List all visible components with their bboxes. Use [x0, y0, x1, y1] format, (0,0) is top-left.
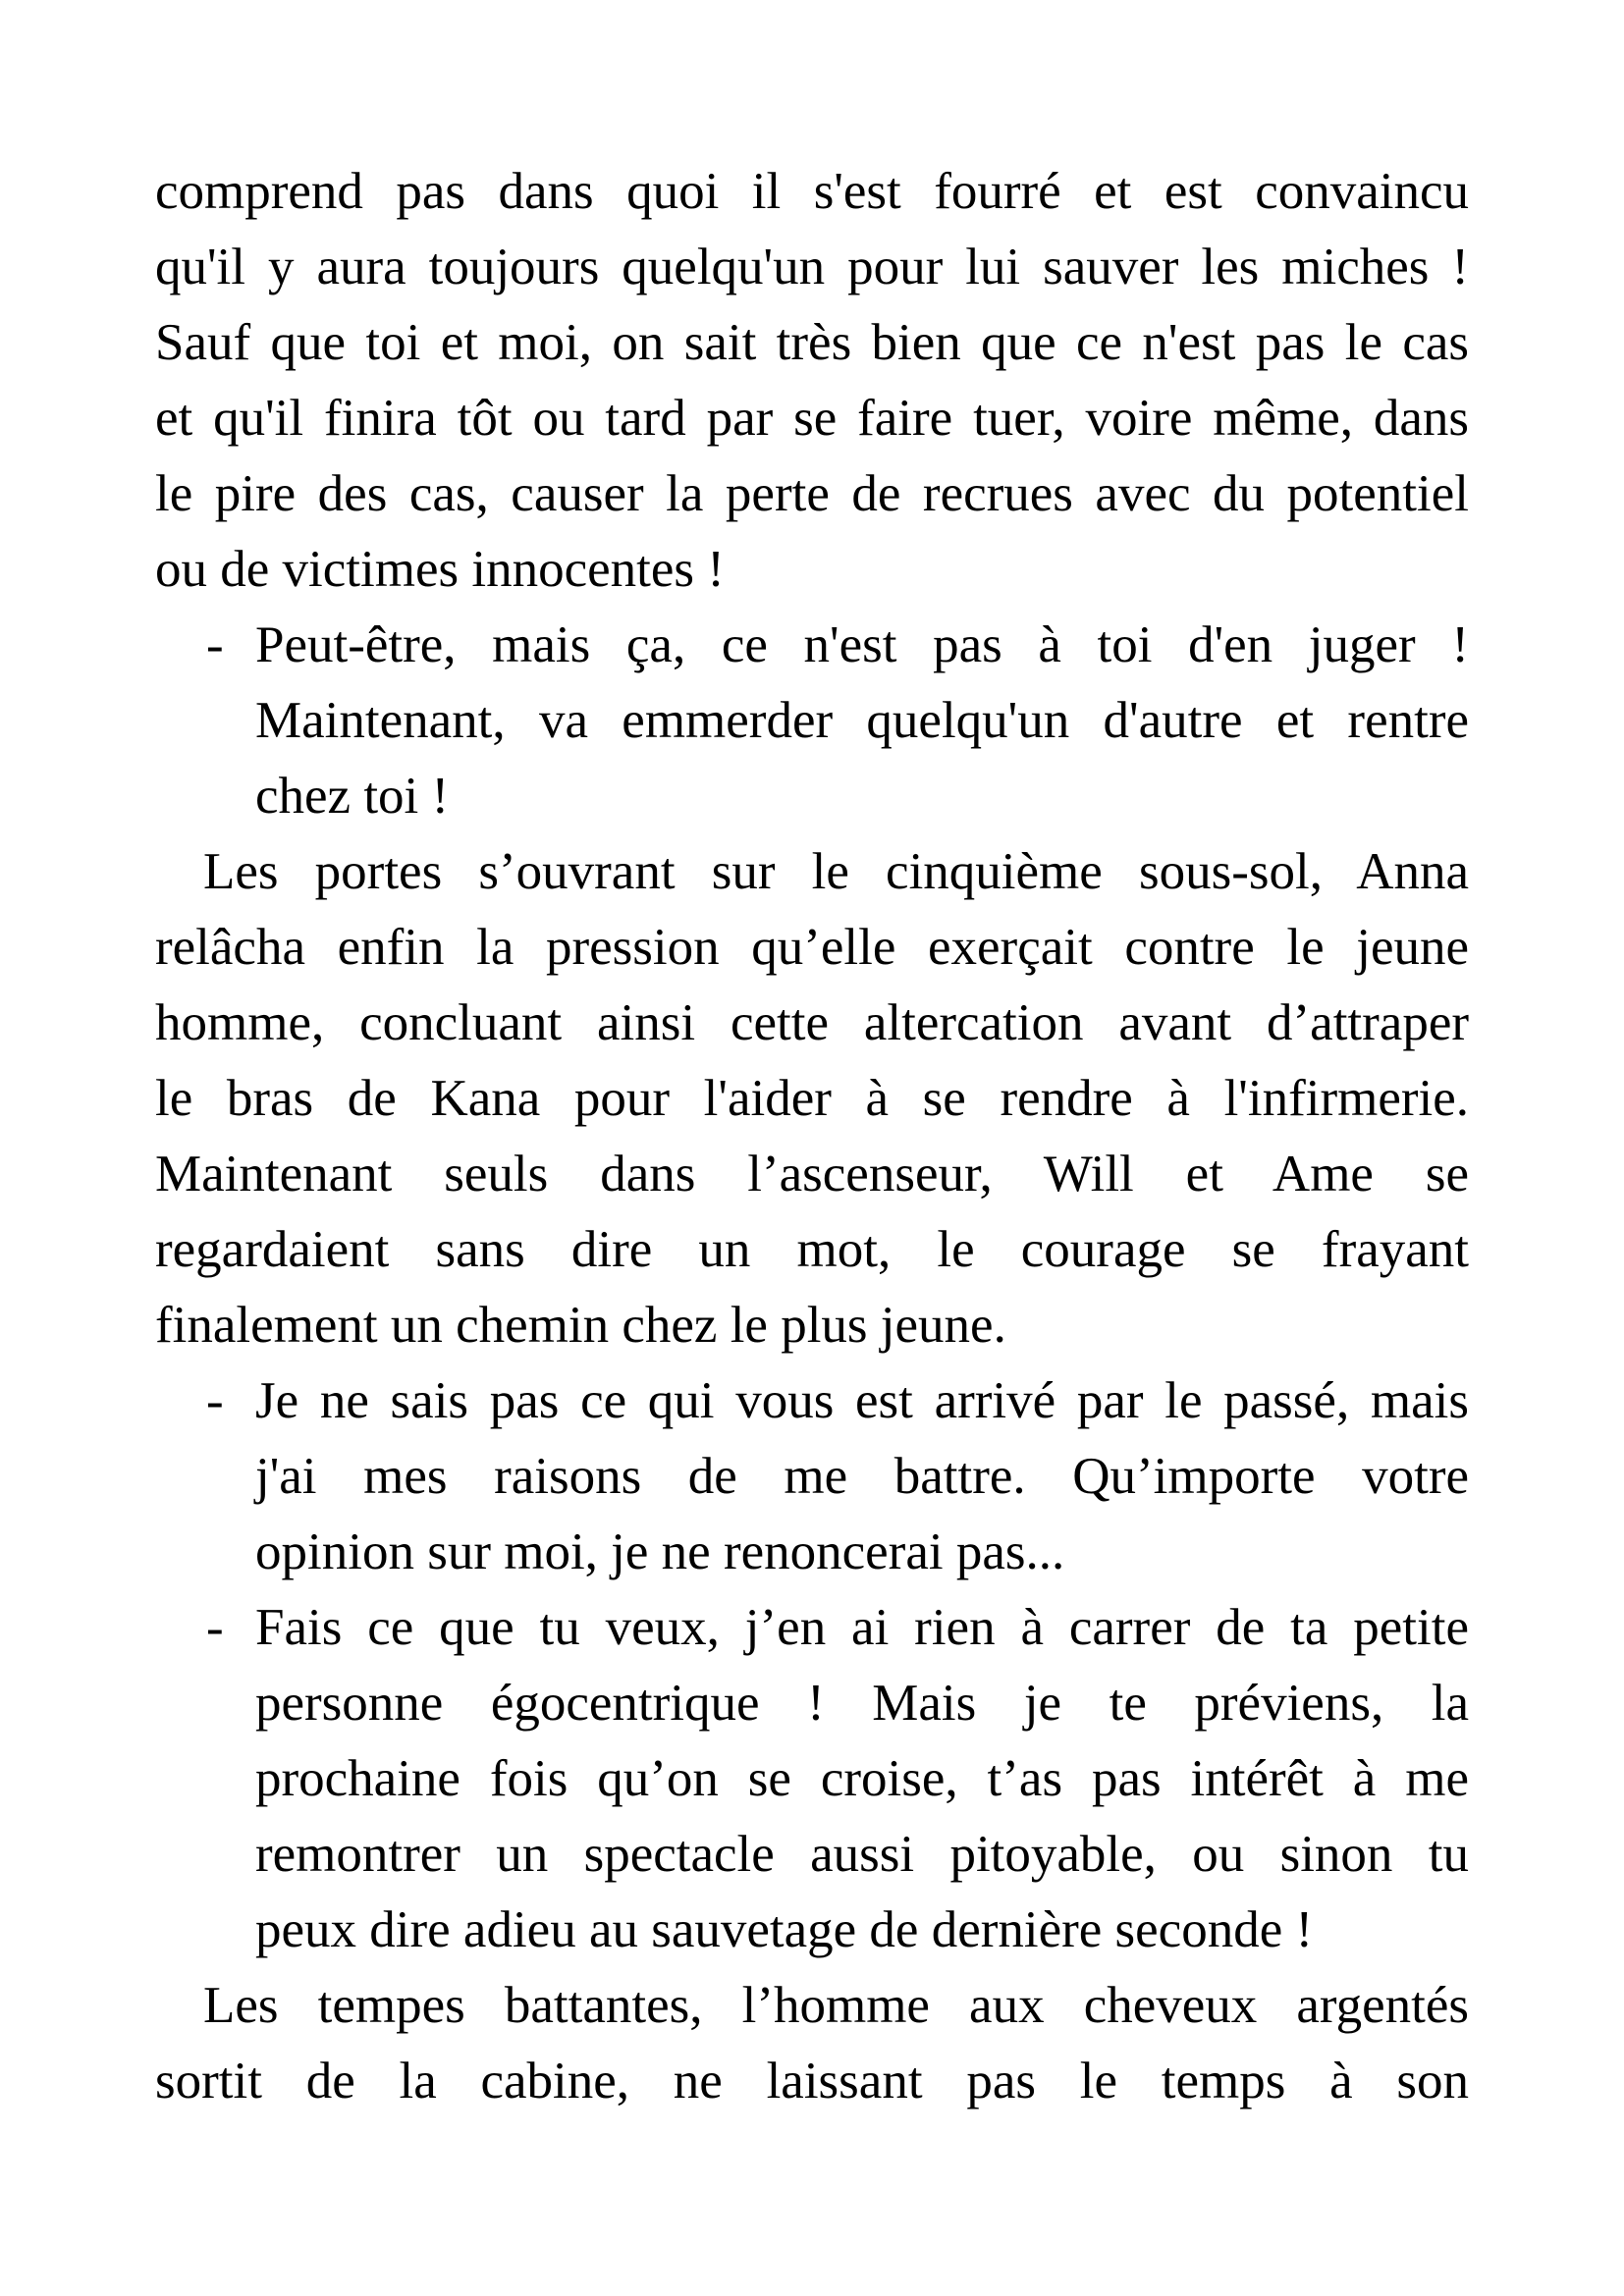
dialogue-last-line: peux dire adieu au sauvetage de dernière seconde ! [255, 1901, 1314, 1958]
dialogue-continuation-line: j'ai mes raisons de me battre. Qu’importe votre [255, 1448, 1469, 1505]
dialogue-text: Je ne sais pas ce qui vous est arrivé par le passé, mais [255, 1372, 1469, 1429]
dialogue-continuation-line: prochaine fois qu’on se croise, t’as pas intérêt à me [255, 1750, 1469, 1807]
paragraph-line: qu'il y aura toujours quelqu'un pour lui sauver les miches ! [155, 239, 1469, 295]
paragraph-line: Sauf que toi et moi, on sait très bien que ce n'est pas le cas [155, 314, 1469, 371]
paragraph-line: regardaient sans dire un mot, le courage se frayant [155, 1221, 1469, 1278]
paragraph-line: sortit de la cabine, ne laissant pas le temps à son [155, 2053, 1469, 2109]
paragraph-line: Maintenant seuls dans l’ascenseur, Will et Ame se [155, 1146, 1469, 1202]
dialogue-dash: - [206, 616, 224, 673]
dialogue-text: Peut-être, mais ça, ce n'est pas à toi d'en juger ! [255, 616, 1469, 673]
dialogue-continuation-line: Maintenant, va emmerder quelqu'un d'autre et rentre [255, 692, 1469, 749]
dialogue-text: Fais ce que tu veux, j’en ai rien à carrer de ta petite [255, 1599, 1469, 1656]
dialogue-dash: - [206, 1372, 224, 1429]
paragraph-line: le pire des cas, causer la perte de recrues avec du potentiel [155, 465, 1469, 522]
dialogue-line [155, 608, 1469, 683]
paragraph-last-line: ou de victimes innocentes ! [155, 541, 725, 598]
paragraph-line: et qu'il finira tôt ou tard par se faire tuer, voire même, dans [155, 390, 1469, 447]
dialogue-line [155, 1363, 1469, 1439]
page-text-block [155, 154, 1469, 2119]
dialogue-last-line: opinion sur moi, je ne renoncerai pas... [255, 1523, 1065, 1580]
paragraph-line: le bras de Kana pour l'aider à se rendre à l'infirmerie. [155, 1070, 1469, 1127]
dialogue-continuation-line: remontrer un spectacle aussi pitoyable, ou sinon tu [255, 1826, 1469, 1883]
paragraph-line: comprend pas dans quoi il s'est fourré et est convaincu [155, 163, 1469, 220]
dialogue-last-line: chez toi ! [255, 768, 450, 825]
paragraph-first-line: Les tempes battantes, l’homme aux cheveux argentés [203, 1977, 1469, 2034]
dialogue-dash: - [206, 1599, 224, 1656]
dialogue-continuation-line: personne égocentrique ! Mais je te préviens, la [255, 1675, 1469, 1732]
dialogue-line [155, 1590, 1469, 1666]
paragraph-line: homme, concluant ainsi cette altercation avant d’attraper [155, 994, 1469, 1051]
paragraph-line: relâcha enfin la pression qu’elle exerçait contre le jeune [155, 919, 1469, 976]
paragraph-last-line: finalement un chemin chez le plus jeune. [155, 1297, 1006, 1354]
paragraph-first-line: Les portes s’ouvrant sur le cinquième sous-sol, Anna [203, 843, 1469, 900]
